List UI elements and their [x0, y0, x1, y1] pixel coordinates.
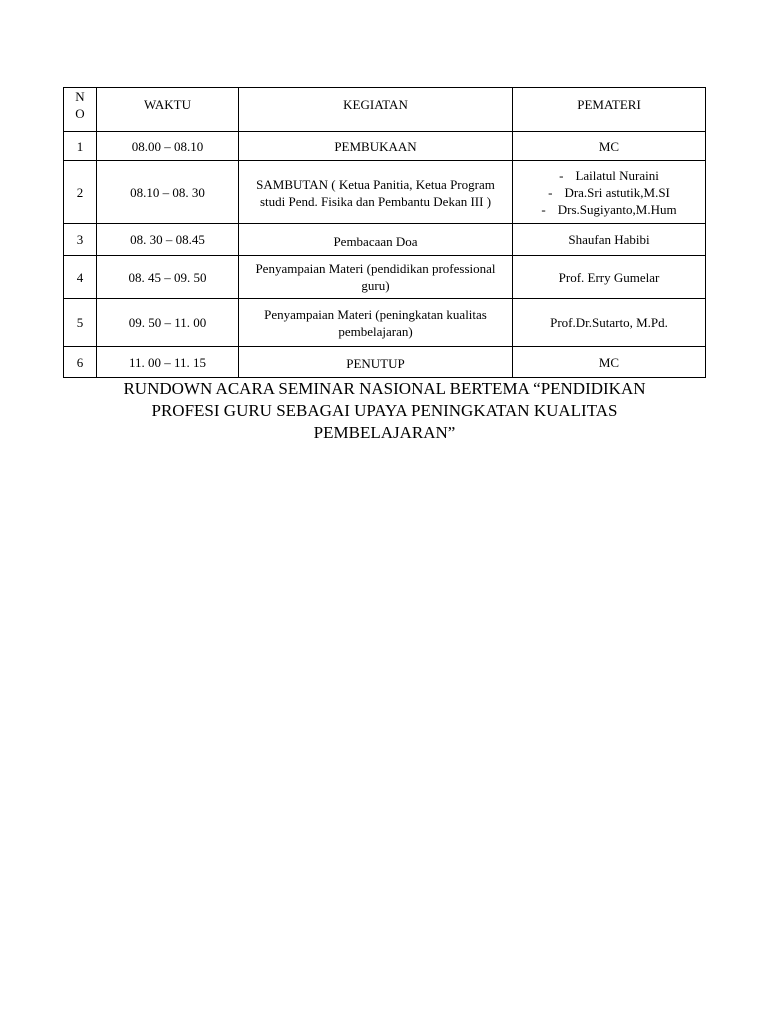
cell-no: 6: [64, 347, 97, 378]
speaker-item: [517, 184, 701, 201]
document-title: [63, 378, 706, 444]
cell-kegiatan: PENUTUP: [239, 347, 513, 378]
cell-waktu: 08. 45 – 09. 50: [97, 256, 239, 299]
cell-no: 1: [64, 132, 97, 161]
cell-waktu: 11. 00 – 11. 15: [97, 347, 239, 378]
table-row: [64, 161, 706, 224]
cell-pemateri: MC: [513, 132, 706, 161]
speaker-list: [517, 167, 701, 218]
header-pemateri: PEMATERI: [513, 88, 706, 132]
table-row: [64, 347, 706, 378]
rundown-table: [63, 87, 706, 378]
table-row: [64, 299, 706, 347]
cell-kegiatan: Pembacaan Doa: [239, 224, 513, 256]
cell-pemateri: Prof.Dr.Sutarto, M.Pd.: [513, 299, 706, 347]
header-waktu: WAKTU: [97, 88, 239, 132]
speaker-item: [517, 167, 701, 184]
cell-pemateri: MC: [513, 347, 706, 378]
header-no: [64, 88, 97, 132]
cell-waktu: 08.00 – 08.10: [97, 132, 239, 161]
list-marker: -: [559, 167, 564, 183]
cell-kegiatan: PEMBUKAAN: [239, 132, 513, 161]
cell-kegiatan: SAMBUTAN ( Ketua Panitia, Ketua Program studi Pend. Fisika dan Pembantu Dekan III ): [239, 161, 513, 224]
cell-pemateri: Prof. Erry Gumelar: [513, 256, 706, 299]
table-row: [64, 132, 706, 161]
cell-pemateri: [513, 161, 706, 224]
title-line-2: PROFESI GURU SEBAGAI UPAYA PENINGKATAN KUALITAS: [151, 401, 618, 420]
cell-waktu: 08.10 – 08. 30: [97, 161, 239, 224]
table-header-row: [64, 88, 706, 132]
cell-waktu: 08. 30 – 08.45: [97, 224, 239, 256]
cell-no: 5: [64, 299, 97, 347]
speaker-name: Lailatul Nuraini: [575, 167, 659, 183]
table-row: [64, 256, 706, 299]
speaker-name: Drs.Sugiyanto,M.Hum: [557, 201, 677, 217]
title-line-3: PEMBELAJARAN”: [313, 423, 456, 442]
cell-kegiatan: Penyampaian Materi (peningkatan kualitas pembelajaran): [239, 299, 513, 347]
title-line-1: RUNDOWN ACARA SEMINAR NASIONAL BERTEMA “PENDIDIKAN: [123, 379, 646, 398]
header-no-line1: N: [75, 89, 85, 104]
speaker-name: Dra.Sri astutik,M.SI: [564, 184, 670, 200]
cell-pemateri: Shaufan Habibi: [513, 224, 706, 256]
cell-no: 2: [64, 161, 97, 224]
cell-no: 3: [64, 224, 97, 256]
table-row: [64, 224, 706, 256]
speaker-item: [517, 201, 701, 218]
header-kegiatan: KEGIATAN: [239, 88, 513, 132]
cell-kegiatan: Penyampaian Materi (pendidikan professional guru): [239, 256, 513, 299]
cell-waktu: 09. 50 – 11. 00: [97, 299, 239, 347]
cell-no: 4: [64, 256, 97, 299]
list-marker: -: [548, 184, 553, 200]
list-marker: -: [541, 201, 546, 217]
header-no-line2: O: [75, 106, 85, 121]
